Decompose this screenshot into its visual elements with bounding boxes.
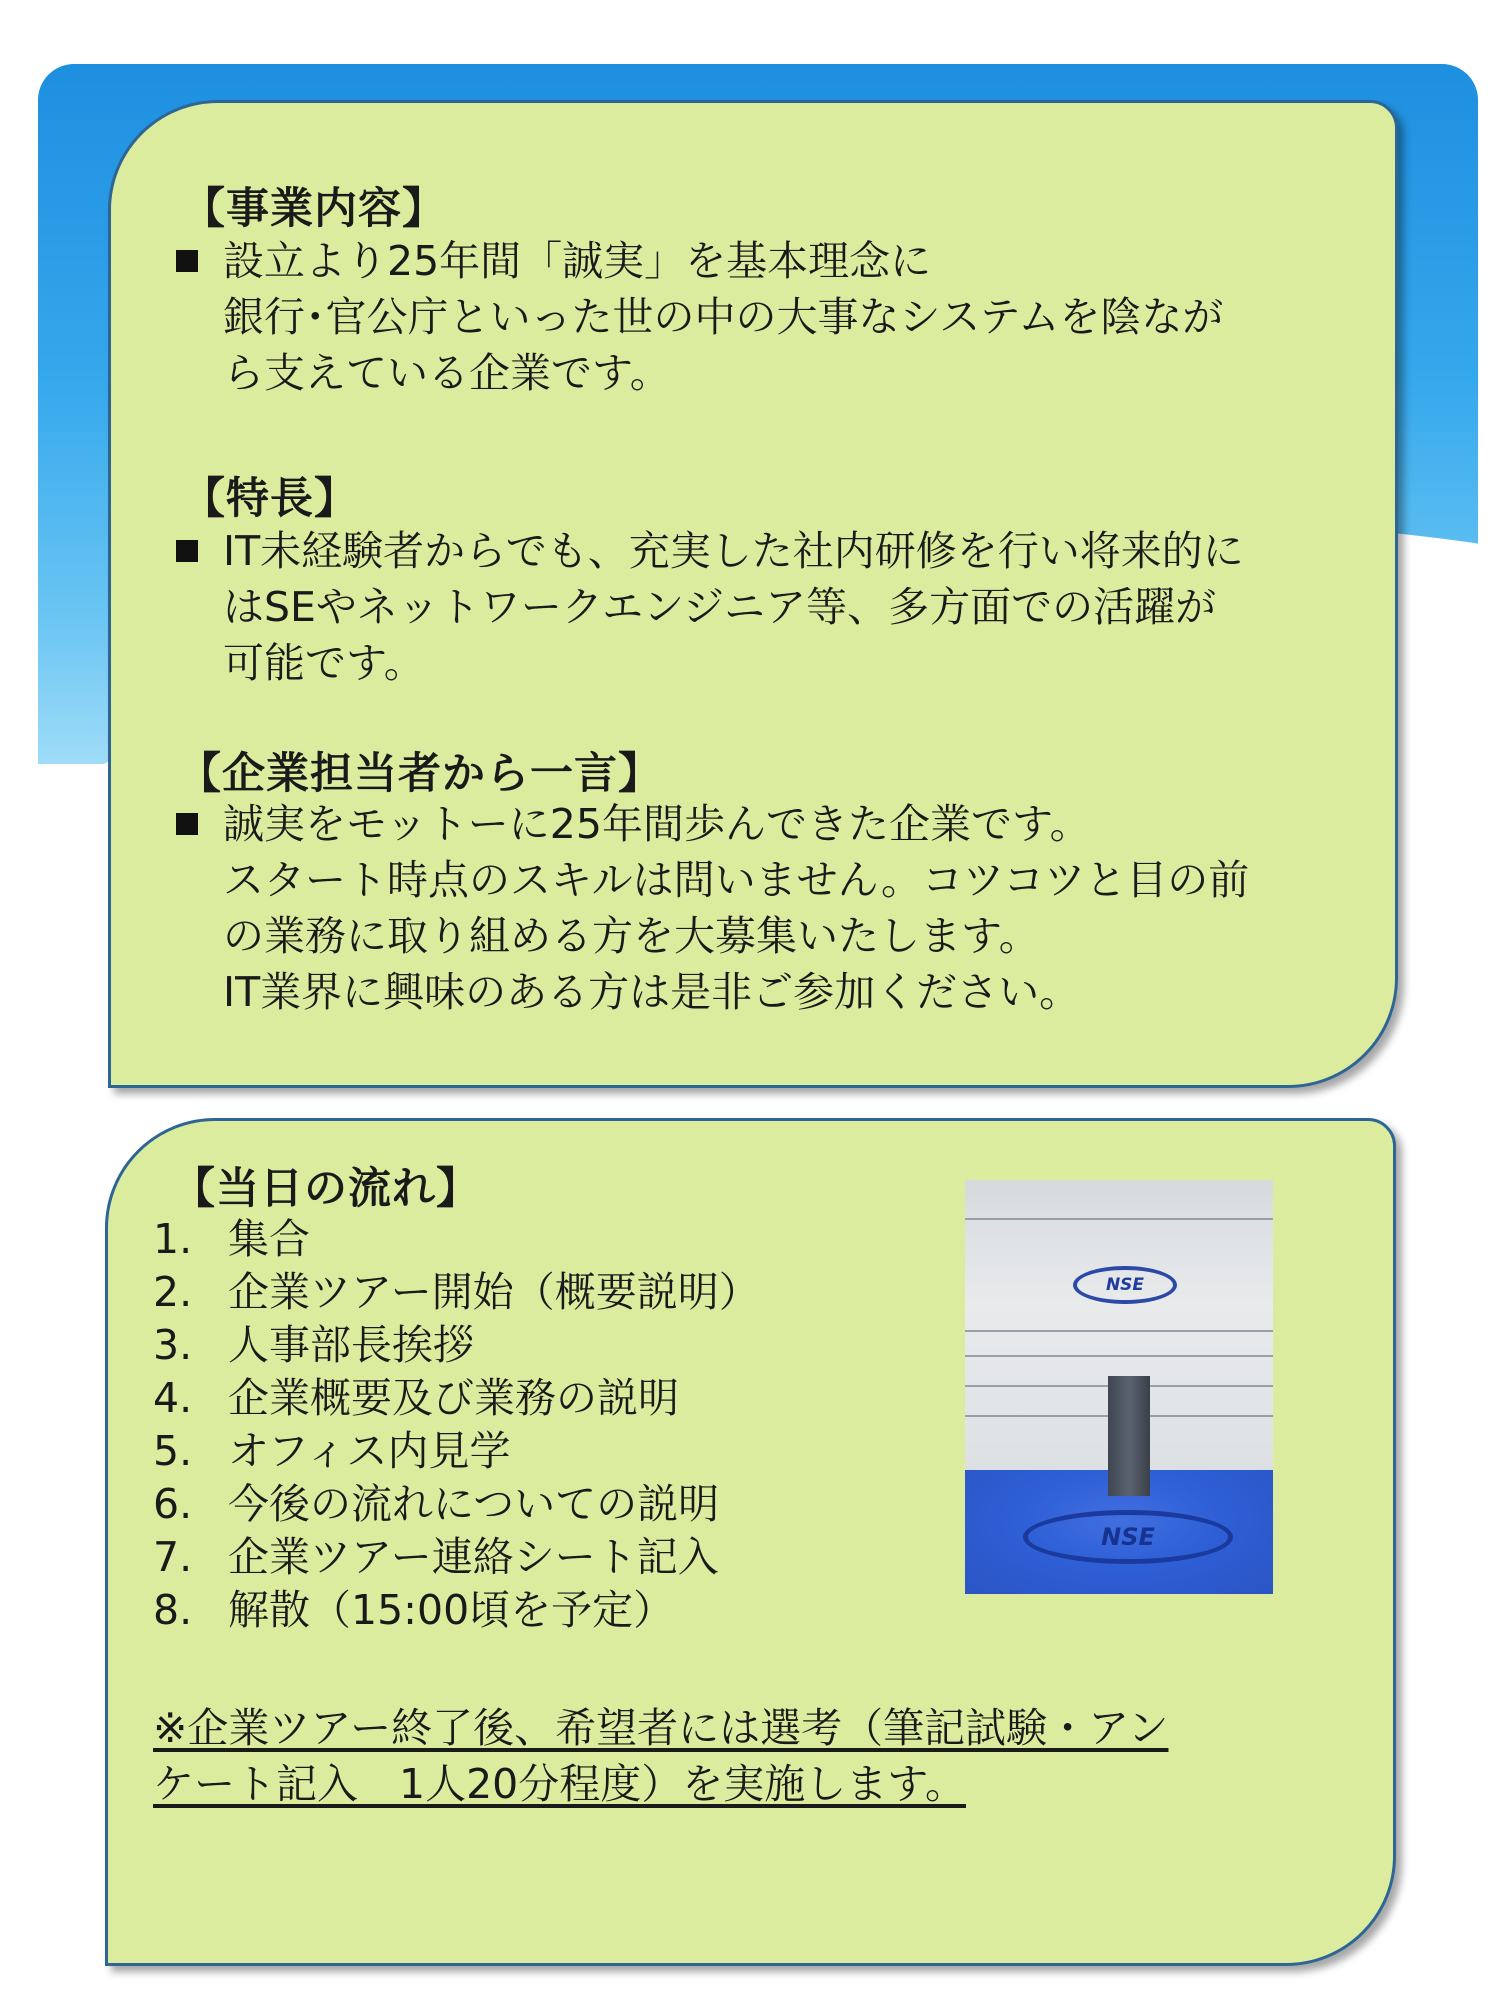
bullet-square-icon — [176, 250, 198, 272]
bullet-square-icon — [176, 540, 198, 562]
step-text: 企業概要及び業務の説明 — [228, 1374, 679, 1422]
note-line: ケート記入 1人20分程度）を実施します。 — [153, 1760, 966, 1808]
business-line: 銀行･官公庁といった世の中の大事なシステムを陰なが — [223, 293, 1224, 341]
flow-step — [153, 1372, 760, 1425]
step-number: 2. — [153, 1268, 193, 1316]
step-number: 7. — [153, 1533, 193, 1581]
flow-step — [153, 1531, 760, 1584]
step-number: 5. — [153, 1427, 193, 1475]
reception-pillar — [1108, 1376, 1150, 1496]
step-text: 集合 — [228, 1215, 310, 1263]
step-text: 人事部長挨拶 — [228, 1321, 474, 1369]
flow-step — [153, 1478, 760, 1531]
floor-logo: NSE — [1023, 1510, 1233, 1564]
flow-step — [153, 1584, 760, 1637]
office-entrance-photo — [965, 1180, 1273, 1594]
flow-step — [153, 1425, 760, 1478]
message-line: スタート時点のスキルは問いません。コツコツと目の前 — [223, 856, 1250, 904]
step-text: 今後の流れについての説明 — [228, 1480, 720, 1528]
note-line: ※企業ツアー終了後、希望者には選考（筆記試験・アン — [153, 1704, 1169, 1752]
business-text — [223, 233, 1223, 401]
step-text: オフィス内見学 — [228, 1427, 511, 1475]
wall-stripe — [965, 1218, 1273, 1220]
bullet-square-icon — [176, 813, 198, 835]
message-line: 誠実をモットーに25年間歩んできた企業です。 — [223, 800, 1091, 848]
step-text: 解散（15:00頃を予定） — [228, 1586, 675, 1634]
message-heading: 【企業担当者から一言】 — [178, 749, 662, 799]
flow-step — [153, 1319, 760, 1372]
step-text: 企業ツアー開始（概要説明） — [228, 1268, 760, 1316]
flow-steps-list — [153, 1213, 760, 1637]
flow-heading: 【当日の流れ】 — [172, 1164, 480, 1214]
selection-note — [153, 1700, 1168, 1812]
features-line: 可能です。 — [223, 639, 425, 687]
wall-stripe — [965, 1330, 1273, 1332]
step-number: 6. — [153, 1480, 193, 1528]
step-number: 1. — [153, 1215, 193, 1263]
business-line: 設立より25年間「誠実」を基本理念に — [223, 237, 932, 285]
features-line: はSEやネットワークエンジニア等、多方面での活躍が — [223, 583, 1217, 631]
features-heading: 【特長】 — [182, 474, 358, 524]
step-text: 企業ツアー連絡シート記入 — [228, 1533, 719, 1581]
flow-step — [153, 1213, 760, 1266]
message-line: IT業界に興味のある方は是非ご参加ください。 — [223, 968, 1081, 1016]
step-number: 4. — [153, 1374, 193, 1422]
wall-stripe — [965, 1355, 1273, 1357]
step-number: 3. — [153, 1321, 193, 1369]
features-line: IT未経験者からでも、充実した社内研修を行い将来的に — [223, 527, 1244, 575]
features-text — [223, 523, 1244, 691]
business-heading: 【事業内容】 — [182, 184, 446, 234]
wall-logo: NSE — [1073, 1266, 1177, 1304]
message-line: の業務に取り組める方を大募集いたします。 — [223, 912, 1040, 960]
step-number: 8. — [153, 1586, 193, 1634]
message-text — [223, 796, 1249, 1020]
flow-step — [153, 1266, 760, 1319]
business-line: ら支えている企業です。 — [223, 349, 671, 397]
